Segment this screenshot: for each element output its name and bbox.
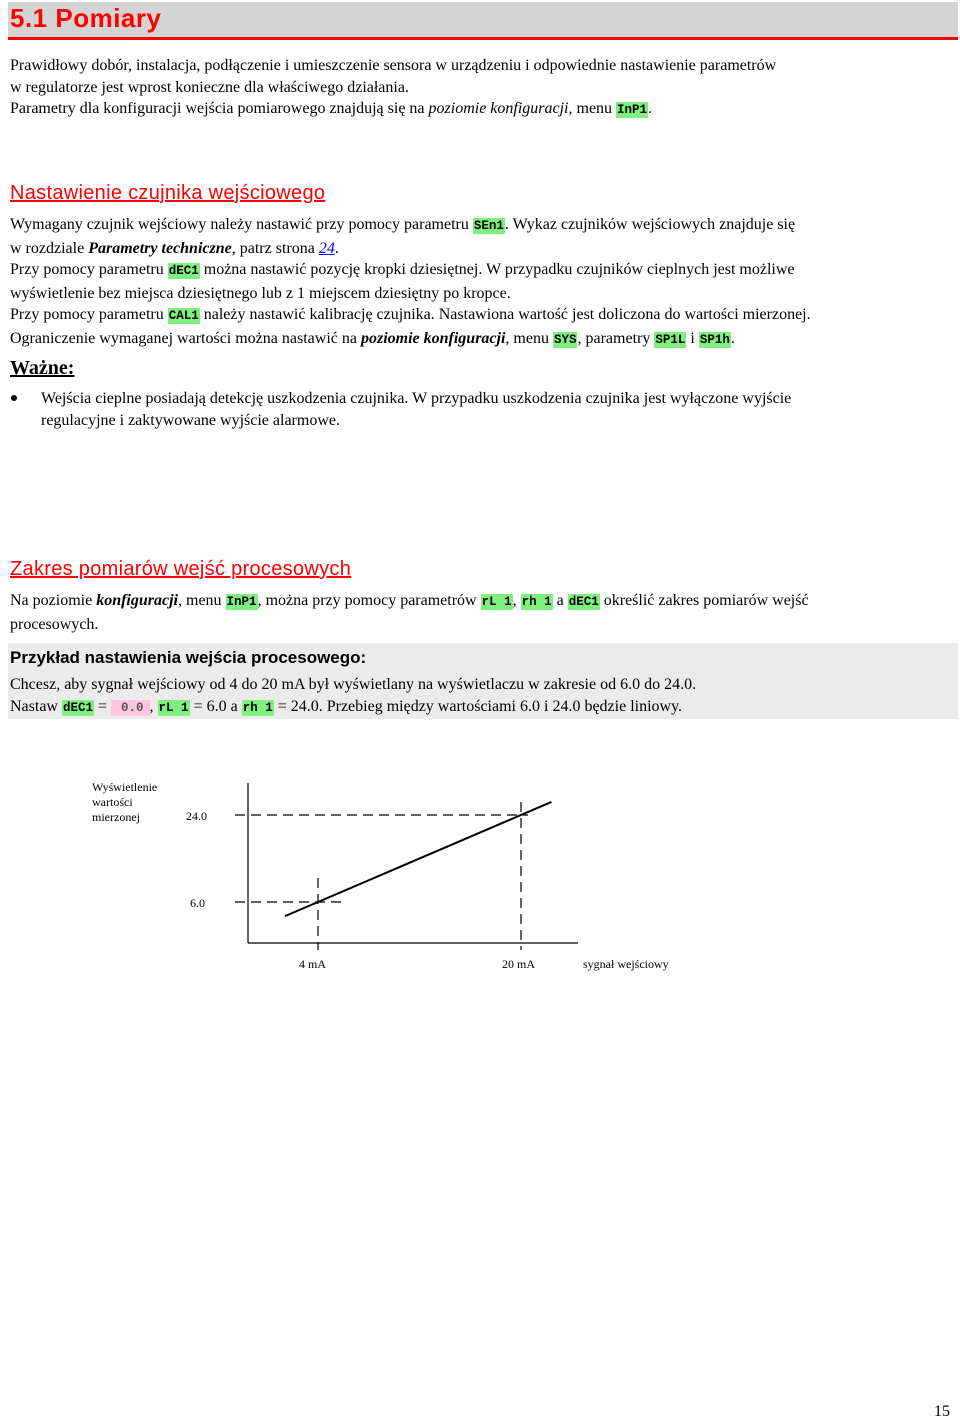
y-axis-label-line: Wyświetlenie	[92, 780, 158, 794]
param-code: rL 1	[481, 595, 512, 609]
param-code: SEn1	[473, 219, 504, 233]
y-tick-label: 24.0	[186, 809, 207, 823]
example-heading: Przykład nastawienia wejścia procesowego:	[10, 648, 367, 667]
param-code: rL 1	[158, 701, 189, 715]
y-axis-label-line: wartości	[92, 795, 133, 809]
intro-line: Prawidłowy dobór, instalacja, podłączenie i umieszczenie sensora w urządzeniu i odpowiednie nastawienie parametrów	[10, 57, 777, 74]
y-axis-label-line: mierzonej	[92, 810, 140, 824]
y-tick-label: 6.0	[190, 896, 205, 910]
process-paragraph: Na poziomie konfiguracji, menu InP1, można przy pomocy parametrów rL 1, rh 1 a dEC1 określić zakres pomiarów wejść procesowych.	[10, 592, 809, 633]
page-number: 15	[934, 1403, 950, 1420]
param-code: dEC1	[568, 595, 599, 609]
param-code: SYS	[553, 332, 577, 347]
page-link[interactable]: 24	[318, 239, 335, 257]
bullet-icon	[11, 395, 17, 401]
param-code: CAL1	[168, 309, 199, 323]
param-code: rh 1	[521, 595, 552, 609]
series-line	[285, 802, 551, 916]
param-code: InP1	[617, 103, 648, 117]
value-code: 0.0	[111, 700, 150, 716]
range-chart	[0, 760, 960, 990]
intro-paragraph	[10, 55, 950, 122]
important-heading: Ważne:	[10, 357, 75, 379]
x-axis-label: sygnał wejściowy	[583, 957, 669, 971]
title-bar	[8, 2, 958, 40]
x-tick-label: 4 mA	[299, 957, 326, 971]
sensor-paragraph: Wymagany czujnik wejściowy należy nastawić przy pomocy parametru SEn1. Wykaz czujników wejściowych znajduje się w rozdziale Parametry techniczne, patrz strona 24. Przy pomocy parametru dEC1 można nastawić pozycję kropki dziesiętnej. W przypadku czujników cieplnych jest możliwe wyświetlenie bez miejsca dziesiętnego lub z 1 miejscem dziesiętny po kropce. Przy pomocy parametru CAL1 należy nastawić kalibrację czujnika. Nastawiona wartość jest doliczona do wartości mierzonej. Ograniczenie wymaganej wartości można nastawić na poziomie konfiguracji, menu SYS, parametry SP1L i SP1h.	[10, 216, 811, 347]
intro-line: w regulatorze jest wprost konieczne dla właściwego działania.	[10, 78, 409, 96]
param-code: dEC1	[168, 264, 199, 278]
section-heading-process: Zakres pomiarów wejść procesowych	[10, 558, 352, 580]
section-heading-sensor: Nastawienie czujnika wejściowego	[10, 182, 326, 204]
example-box	[8, 643, 958, 719]
example-line: Nastaw dEC1 = 0.0 , rL 1 = 6.0 a rh 1 = 24.0. Przebieg między wartościami 6.0 i 24.0 będzie liniowy.	[10, 698, 683, 715]
important-bullet: Wejścia cieplne posiadają detekcję uszkodzenia czujnika. W przypadku uszkodzenia czujnika jest wyłączone wyjście regulacyjne i zaktywowane wyjście alarmowe.	[41, 390, 792, 429]
x-tick-label: 20 mA	[502, 957, 535, 971]
chart-svg	[0, 760, 960, 990]
param-code: SP1L	[655, 332, 686, 347]
param-code: SP1h	[699, 332, 730, 347]
param-code: dEC1	[62, 701, 93, 715]
page-title: 5.1 Pomiary	[10, 3, 162, 33]
param-code: InP1	[226, 595, 257, 609]
intro-line: Parametry dla konfiguracji wejścia pomiarowego znajdują się na poziomie konfiguracji, menu InP1.	[10, 100, 653, 117]
example-line: Chcesz, aby sygnał wejściowy od 4 do 20 mA był wyświetlany na wyświetlaczu w zakresie od 6.0 do 24.0.	[10, 676, 697, 693]
param-code: rh 1	[242, 701, 273, 715]
